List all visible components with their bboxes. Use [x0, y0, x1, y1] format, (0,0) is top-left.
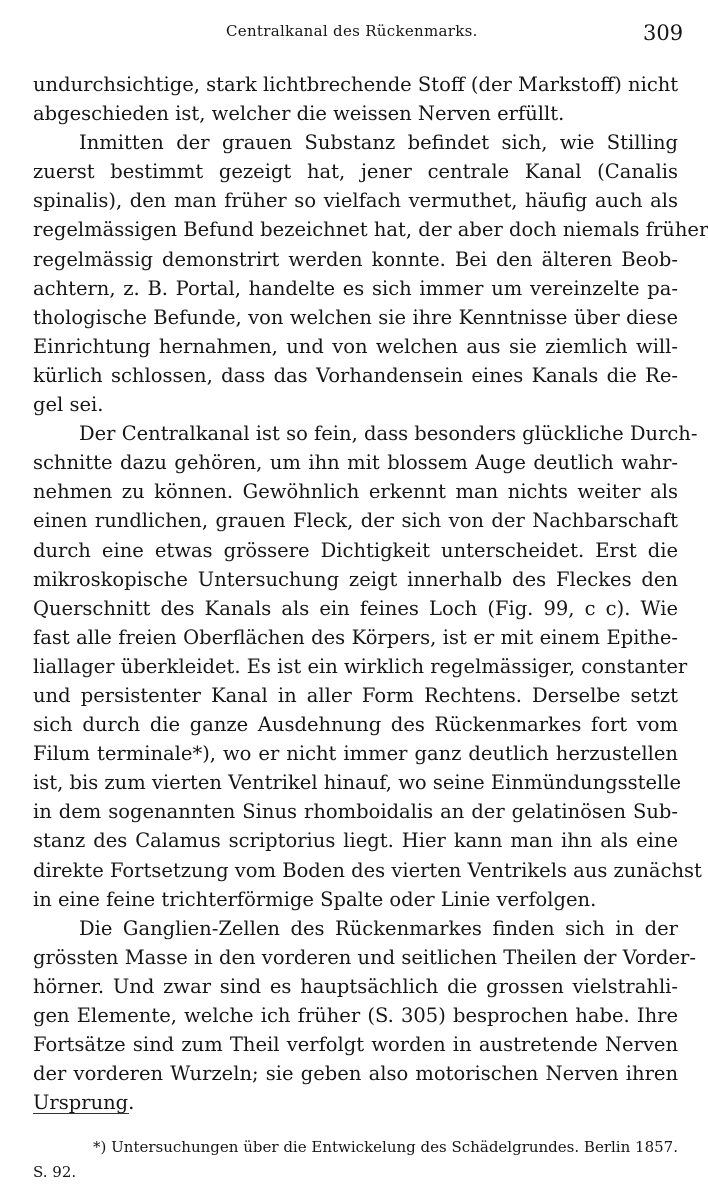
text-line: Filum terminale*), wo er nicht immer ganz deutlich herzustellen	[33, 742, 678, 766]
paragraph-first-line: Die Ganglien-Zellen des Rückenmarkes finden sich in der	[79, 916, 678, 940]
text-line: Fortsätze sind zum Theil verfolgt worden in austretende Nerven	[33, 1033, 678, 1057]
text-line: regelmässig demonstrirt werden konnte. Bei den älteren Beob-	[33, 247, 678, 271]
paragraph-first-line: Inmitten der grauen Substanz befindet sich, wie Stilling	[79, 131, 678, 155]
footnote-line: *) Untersuchungen über die Entwickelung des Schädelgrundes. Berlin 1857.	[93, 1138, 678, 1156]
text-line: der vorderen Wurzeln; sie geben also motorischen Nerven ihren	[33, 1062, 678, 1086]
paragraph-first-line: Der Centralkanal ist so fein, dass besonders glückliche Durch-	[79, 422, 698, 446]
text-line: achtern, z. B. Portal, handelte es sich immer um vereinzelte pa-	[33, 276, 678, 300]
text-line: Ursprung.	[33, 1091, 135, 1115]
text-line: zuerst bestimmt gezeigt hat, jener centrale Kanal (Canalis	[33, 160, 678, 184]
text-line: nehmen zu können. Gewöhnlich erkennt man nichts weiter als	[33, 480, 678, 504]
page-number: 309	[643, 21, 684, 45]
text-line: gen Elemente, welche ich früher (S. 305) besprochen habe. Ihre	[33, 1004, 678, 1027]
text-line: hörner. Und zwar sind es hauptsächlich die grossen vielstrahli-	[33, 974, 678, 998]
body-text	[33, 70, 708, 1117]
text-line: spinalis), den man früher so vielfach vermuthet, häufig auch als	[33, 189, 678, 213]
text-line: direkte Fortsetzung vom Boden des vierten Ventrikels aus zunächst	[33, 858, 702, 882]
text-line: und persistenter Kanal in aller Form Rechtens. Derselbe setzt	[33, 683, 678, 707]
text-line: kürlich schlossen, dass das Vorhandensein eines Kanals die Re-	[33, 363, 678, 387]
footnote-rule	[33, 1113, 129, 1114]
text-line: regelmässigen Befund bezeichnet hat, der aber doch niemals früher	[33, 218, 708, 242]
text-line: undurchsichtige, stark lichtbrechende Stoff (der Markstoff) nicht	[33, 73, 679, 96]
text-line: schnitte dazu gehören, um ihn mit blossem Auge deutlich wahr-	[33, 451, 678, 475]
text-line: fast alle freien Oberflächen des Körpers, ist er mit einem Epithe-	[33, 625, 678, 649]
text-line: Einrichtung hernahmen, und von welchen aus sie ziemlich will-	[33, 334, 678, 358]
text-line: in eine feine trichterförmige Spalte oder Linie verfolgen.	[33, 887, 597, 911]
text-line: abgeschieden ist, welcher die weissen Nerven erfüllt.	[33, 102, 565, 126]
text-line: liallager überkleidet. Es ist ein wirklich regelmässiger, constanter	[33, 654, 688, 678]
text-line: thologische Befunde, von welchen sie ihre Kenntnisse über diese	[33, 305, 678, 329]
footnote	[33, 1135, 678, 1185]
text-line: gel sei.	[33, 393, 104, 417]
text-line: grössten Masse in den vorderen und seitlichen Theilen der Vorder-	[33, 945, 696, 969]
running-head: Centralkanal des Rückenmarks.	[226, 22, 478, 40]
text-line: einen rundlichen, grauen Fleck, der sich von der Nachbarschaft	[33, 509, 678, 533]
text-line: sich durch die ganze Ausdehnung des Rückenmarkes fort vom	[33, 713, 678, 737]
text-line: ist, bis zum vierten Ventrikel hinauf, wo seine Einmündungsstelle	[33, 771, 682, 795]
text-line: durch eine etwas grössere Dichtigkeit unterscheidet. Erst die	[33, 538, 678, 562]
footnote-line: S. 92.	[33, 1163, 77, 1181]
text-line: Querschnitt des Kanals als ein feines Loch (Fig. 99, c c). Wie	[33, 596, 678, 620]
text-line: mikroskopische Untersuchung zeigt innerhalb des Fleckes den	[33, 567, 678, 591]
text-line: stanz des Calamus scriptorius liegt. Hier kann man ihn als eine	[33, 829, 678, 853]
text-line: in dem sogenannten Sinus rhomboidalis an der gelatinösen Sub-	[33, 800, 678, 824]
